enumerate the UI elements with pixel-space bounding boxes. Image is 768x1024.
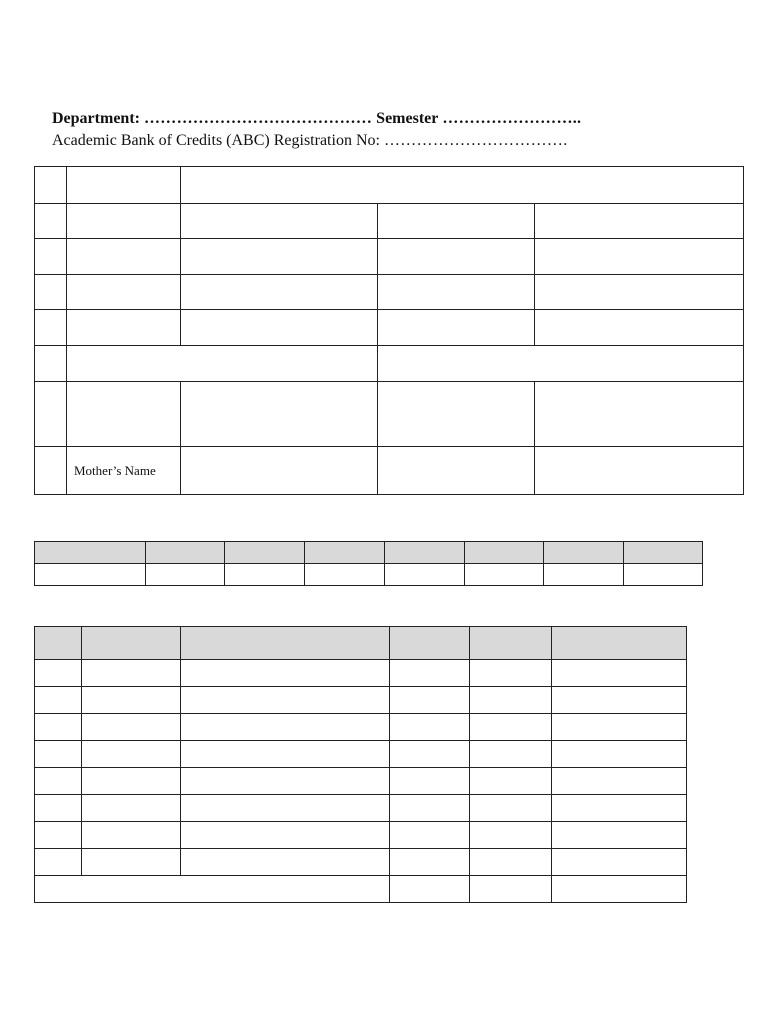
course-cell xyxy=(181,660,390,687)
course-row xyxy=(35,660,687,687)
info-cell xyxy=(378,239,535,275)
course-cell xyxy=(82,795,181,822)
info-cell xyxy=(181,382,378,447)
department-semester-line xyxy=(52,110,581,128)
header-cell xyxy=(305,542,385,564)
summary-header-row xyxy=(35,542,703,564)
course-cell xyxy=(82,714,181,741)
course-cell xyxy=(181,714,390,741)
course-cell xyxy=(390,822,470,849)
info-cell xyxy=(535,204,744,239)
total-label-cell xyxy=(35,876,390,903)
department-dots: …………………………………… xyxy=(143,110,373,127)
course-cell xyxy=(552,660,687,687)
info-cell xyxy=(67,239,181,275)
course-cell xyxy=(552,768,687,795)
course-cell xyxy=(552,687,687,714)
info-cell xyxy=(67,310,181,346)
course-cell xyxy=(35,687,82,714)
summary-cell xyxy=(35,564,146,586)
header-cell xyxy=(225,542,305,564)
course-total-row xyxy=(35,876,687,903)
course-row xyxy=(35,795,687,822)
course-table xyxy=(34,626,687,903)
course-cell xyxy=(470,714,552,741)
info-cell xyxy=(35,310,67,346)
course-cell xyxy=(470,741,552,768)
course-cell xyxy=(470,849,552,876)
course-cell xyxy=(470,822,552,849)
info-row xyxy=(35,275,744,310)
header-cell xyxy=(465,542,544,564)
course-cell xyxy=(552,714,687,741)
info-cell xyxy=(378,204,535,239)
course-cell xyxy=(552,822,687,849)
course-row xyxy=(35,741,687,768)
info-cell xyxy=(535,447,744,495)
course-cell xyxy=(390,849,470,876)
summary-cell xyxy=(225,564,305,586)
info-cell xyxy=(378,382,535,447)
info-cell xyxy=(535,382,744,447)
info-cell xyxy=(378,447,535,495)
info-cell xyxy=(67,346,378,382)
info-cell xyxy=(67,167,181,204)
header-cell xyxy=(82,627,181,660)
mothers-name-field[interactable] xyxy=(181,447,378,495)
info-cell xyxy=(35,275,67,310)
course-cell xyxy=(552,876,687,903)
course-cell xyxy=(552,795,687,822)
info-cell xyxy=(535,239,744,275)
course-row xyxy=(35,687,687,714)
info-cell xyxy=(35,239,67,275)
course-cell xyxy=(181,849,390,876)
course-cell xyxy=(390,660,470,687)
summary-cell xyxy=(146,564,225,586)
course-cell xyxy=(390,768,470,795)
course-cell xyxy=(390,876,470,903)
info-cell xyxy=(35,346,67,382)
info-row xyxy=(35,382,744,447)
course-cell xyxy=(35,741,82,768)
abc-label: Academic Bank of Credits (ABC) Registration No: xyxy=(52,132,380,149)
course-cell xyxy=(181,822,390,849)
course-row xyxy=(35,768,687,795)
course-cell xyxy=(82,741,181,768)
course-row xyxy=(35,849,687,876)
summary-cell xyxy=(305,564,385,586)
abc-registration-line xyxy=(52,132,568,150)
info-cell xyxy=(535,275,744,310)
header-cell xyxy=(181,627,390,660)
info-cell xyxy=(35,382,67,447)
header-cell xyxy=(35,627,82,660)
course-cell xyxy=(82,660,181,687)
summary-cell xyxy=(624,564,703,586)
info-cell xyxy=(35,167,67,204)
info-cell xyxy=(181,275,378,310)
header-cell xyxy=(385,542,465,564)
header-cell xyxy=(544,542,624,564)
course-cell xyxy=(35,849,82,876)
info-cell xyxy=(67,382,181,447)
header-cell xyxy=(470,627,552,660)
course-cell xyxy=(390,687,470,714)
course-cell xyxy=(82,822,181,849)
course-cell xyxy=(181,741,390,768)
summary-table xyxy=(34,541,703,586)
info-cell xyxy=(535,310,744,346)
info-cell xyxy=(181,204,378,239)
summary-cell xyxy=(385,564,465,586)
info-row xyxy=(35,239,744,275)
info-cell xyxy=(378,310,535,346)
mothers-name-label: Mother’s Name xyxy=(67,447,181,495)
course-cell xyxy=(82,768,181,795)
summary-cell xyxy=(544,564,624,586)
header-cell xyxy=(146,542,225,564)
course-cell xyxy=(35,660,82,687)
info-cell xyxy=(35,447,67,495)
course-cell xyxy=(552,849,687,876)
info-row xyxy=(35,346,744,382)
info-row xyxy=(35,447,744,495)
course-cell xyxy=(82,849,181,876)
department-label: Department: xyxy=(52,110,140,127)
course-cell xyxy=(82,687,181,714)
header-cell xyxy=(552,627,687,660)
semester-dots: …………………….. xyxy=(442,110,582,127)
course-cell xyxy=(181,795,390,822)
course-cell xyxy=(470,768,552,795)
semester-label: Semester xyxy=(376,110,439,127)
course-cell xyxy=(181,687,390,714)
info-cell xyxy=(378,346,744,382)
summary-cell xyxy=(465,564,544,586)
course-cell xyxy=(35,795,82,822)
header-cell xyxy=(390,627,470,660)
info-row xyxy=(35,167,744,204)
course-cell xyxy=(470,876,552,903)
course-header-row xyxy=(35,627,687,660)
info-cell xyxy=(181,310,378,346)
info-cell xyxy=(67,275,181,310)
course-cell xyxy=(181,768,390,795)
info-row xyxy=(35,204,744,239)
course-row xyxy=(35,822,687,849)
course-cell xyxy=(470,687,552,714)
course-cell xyxy=(390,714,470,741)
course-cell xyxy=(470,660,552,687)
summary-row xyxy=(35,564,703,586)
info-cell xyxy=(181,167,744,204)
course-cell xyxy=(35,768,82,795)
course-row xyxy=(35,714,687,741)
abc-dots: ……………………………. xyxy=(383,132,568,149)
course-cell xyxy=(470,795,552,822)
student-info-table xyxy=(34,166,744,495)
info-cell xyxy=(378,275,535,310)
course-cell xyxy=(390,795,470,822)
info-cell xyxy=(181,239,378,275)
course-cell xyxy=(35,714,82,741)
header-cell xyxy=(624,542,703,564)
info-cell xyxy=(35,204,67,239)
course-cell xyxy=(552,741,687,768)
header-cell xyxy=(35,542,146,564)
course-cell xyxy=(390,741,470,768)
info-cell xyxy=(67,204,181,239)
info-row xyxy=(35,310,744,346)
course-cell xyxy=(35,822,82,849)
